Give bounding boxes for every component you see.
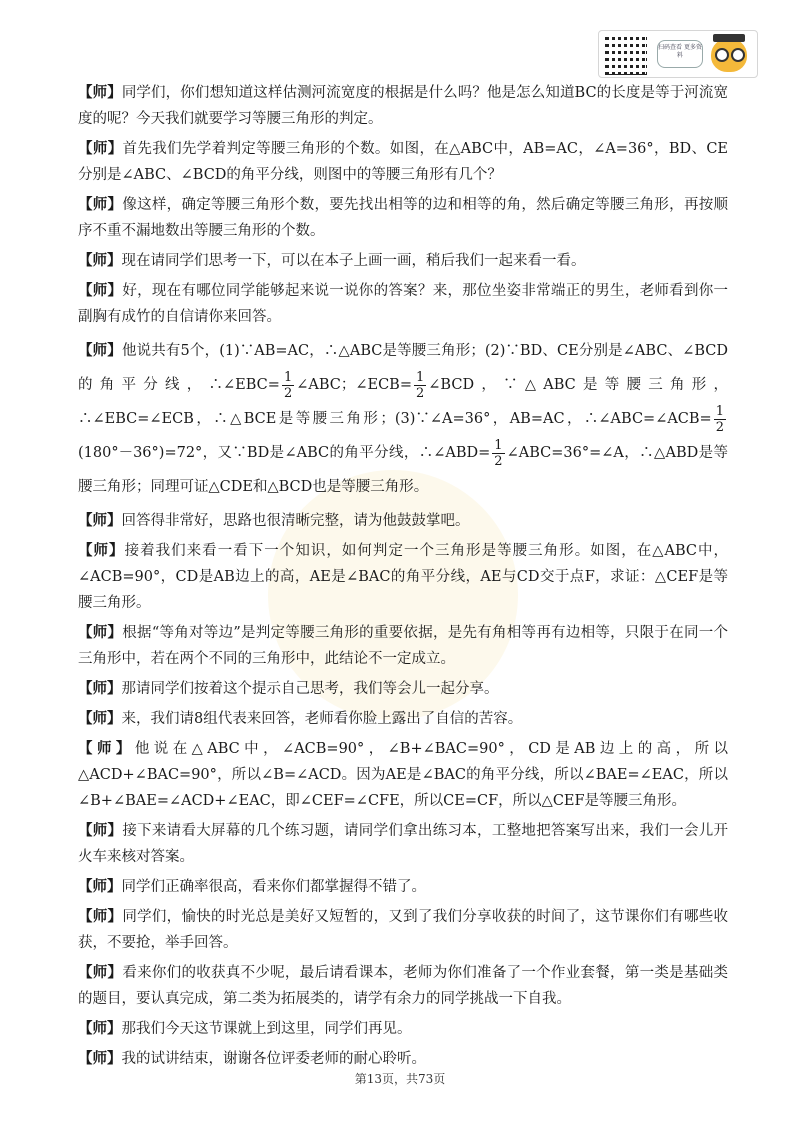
paragraph: 【师】现在请同学们思考一下，可以在本子上画一画，稍后我们一起来看一看。 [78, 252, 586, 269]
paragraph: 【师】来，我们请8组代表来回答，老师看你脸上露出了自信的苦容。 [78, 710, 523, 727]
paragraph: 【师】首先我们先学着判定等腰三角形的个数。如图，在△ABC中，AB=AC，∠A=36°，BD、CE分别是∠ABC、∠BCD的角平分线，则图中的等腰三角形有几个？ [78, 140, 729, 183]
fraction-half: $\frac{1}{2}$ [416, 369, 425, 401]
paragraph: 【师】接着我们来看一看下一个知识，如何判定一个三角形是等腰三角形。如图，在△ABC中，∠ACB=90°，CD是AB边上的高，AE是∠BAC的角平分线，AE与CD交于点F，求证：△CEF是等腰三角形。 [78, 542, 729, 611]
paragraph: 【师】像这样，确定等腰三角形个数，要先找出相等的边和相等的角，然后确定等腰三角形，再按顺序不重不漏地数出等腰三角形的个数。 [78, 196, 729, 239]
mascot-icon [709, 34, 749, 74]
paragraph: 【师】看来你们的收获真不少呢，最后请看课本，老师为你们准备了一个作业套餐，第一类是基础类的题目，要认真完成，第二类为拓展类的，请学有余力的同学挑战一下自我。 [78, 964, 729, 1007]
paragraph: 【师】我的试讲结束，谢谢各位评委老师的耐心聆听。 [78, 1050, 426, 1067]
fraction-half: $\frac{1}{2}$ [283, 369, 293, 401]
paragraph: 【师】同学们，愉快的时光总是美好又短暂的，又到了我们分享收获的时间了，这节课你们有哪些收获，不要抢，举手回答。 [78, 908, 729, 951]
qr-code-icon [605, 33, 647, 75]
paragraph: 【师】他说在△ABC中，∠ACB=90°，∠B+∠BAC=90°，CD是AB边上的高，所以△ACD+∠BAC=90°，所以∠B=∠ACD。因为AE是∠BAC的角平分线，所以∠BAE=∠EAC，所以∠B+∠BAE=∠ACD+∠EAC，即∠CEF=∠CFE，所以CE=CF，所以△CEF是等腰三角形。 [78, 740, 729, 809]
paragraph: 【师】同学们正确率很高，看来你们都掌握得不错了。 [78, 878, 426, 895]
page-number: 第13页，共73页 [354, 1072, 446, 1086]
math-paragraph: 【师】他说共有5个，(1)∵AB=AC，∴△ABC是等腰三角形；(2)∵BD、CE分别是∠ABC、∠BCD的角平分线，∴∠EBC= $\frac{1}{2}$ ∠ABC；∠ECB= $\frac{1}{2}$ ∠BCD，∵△ABC是等腰三角形，∴∠EBC=∠ECB，∴△BCE是等腰三角形；(3)∵∠A=36°，AB=AC，∴∠ABC=∠ACB= $\frac{1}{2}$ (180°－36°)=72°，又∵BD是∠ABC的角平分线，∴∠ABD= $\frac{1}{2}$ ∠ABC=36°=∠A，∴△ABD是等腰三角形；同理可证△CDE和△BCD也是等腰三角形。 [78, 342, 729, 495]
paragraph: 【师】那我们今天这节课就上到这里，同学们再见。 [78, 1020, 412, 1037]
fraction-half: $\frac{1}{2}$ [494, 437, 503, 469]
paragraph: 【师】根据“等角对等边”是判定等腰三角形的重要依据，是先有角相等再有边相等，只限于在同一个三角形中，若在两个不同的三角形中，此结论不一定成立。 [78, 624, 728, 667]
speech-bubble: 扫码查看 更多资料 [657, 40, 703, 68]
paragraph: 【师】好，现在有哪位同学能够起来说一说你的答案？来，那位坐姿非常端正的男生，老师看到你一副胸有成竹的自信请你来回答。 [78, 282, 729, 325]
paragraph: 【师】那请同学们按着这个提示自己思考，我们等会儿一起分享。 [78, 680, 499, 697]
lesson-transcript [78, 80, 728, 1076]
corner-badge [598, 30, 758, 78]
fraction-half: $\frac{1}{2}$ [715, 403, 724, 435]
paragraph: 【师】回答得非常好，思路也很清晰完整，请为他鼓鼓掌吧。 [78, 512, 470, 529]
paragraph: 【师】同学们，你们想知道这样估测河流宽度的根据是什么吗？他是怎么知道BC的长度是等于河流宽度的呢？今天我们就要学习等腰三角形的判定。 [78, 84, 729, 127]
paragraph: 【师】接下来请看大屏幕的几个练习题，请同学们拿出练习本，工整地把答案写出来，我们一会儿开火车来核对答案。 [78, 822, 729, 865]
